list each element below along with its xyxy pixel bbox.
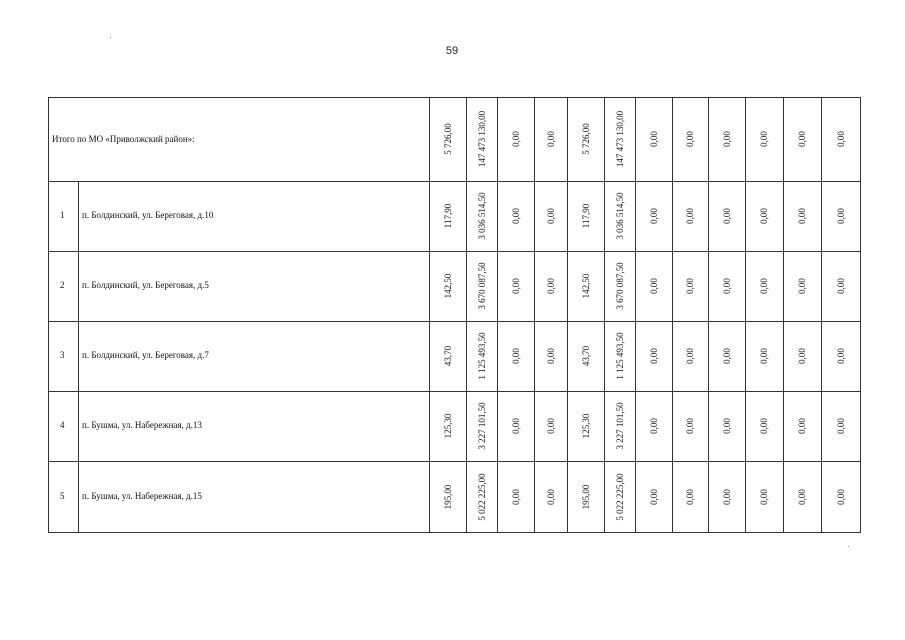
value-cell: 0,00 [721,418,732,434]
value-cell: 0,00 [836,208,846,224]
value-cell: 0,00 [836,131,846,147]
col-border [497,97,498,532]
value-cell: 0,00 [510,278,521,294]
row-border [48,181,861,182]
value-cell: 0,00 [545,418,556,434]
value-cell: 0,00 [545,208,556,224]
value-cell: 0,00 [759,278,769,294]
value-cell: 0,00 [836,348,846,364]
value-cell: 0,00 [721,348,732,364]
value-cell: 43,70 [442,345,453,367]
value-cell: 0,00 [797,278,807,294]
row-number: 4 [60,420,65,430]
col-border [635,97,636,532]
value-cell: 3 670 087,50 [614,262,625,310]
col-border [708,97,709,532]
value-cell: 5 022 225,00 [476,472,487,521]
value-cell: 0,00 [685,348,695,364]
table-border-left [48,97,49,532]
row-address: п. Болдинский, ул. Береговая, д.7 [82,350,209,360]
col-border [466,97,467,532]
row-border [48,391,861,392]
value-cell: 195,00 [580,484,591,509]
row-number: 1 [60,210,65,220]
value-cell: 142,50 [580,273,591,299]
value-cell: 117,90 [442,203,453,229]
value-cell: 0,00 [545,348,556,364]
value-cell: 147 473 130,00 [614,110,625,168]
value-cell: 0,00 [545,131,556,147]
row-border [48,461,861,462]
value-cell: 3 227 101,50 [614,402,625,450]
row-address: п. Бушма, ул. Набережная, д.15 [82,490,202,501]
value-cell: 43,70 [580,345,591,367]
col-border [429,97,430,532]
page-number: 59 [445,45,459,57]
value-cell: 0,00 [797,488,807,505]
value-cell: 5 726,00 [442,123,453,155]
row-address: п. Бушма, ул. Набережная, д.13 [82,420,202,430]
value-cell: 117,90 [580,203,591,229]
value-cell: 0,00 [648,488,659,505]
value-cell: 125,30 [580,413,591,439]
col-border [78,181,79,532]
value-cell: 0,00 [545,488,556,505]
row-number: 3 [60,350,65,360]
value-cell: 0,00 [836,418,846,434]
value-cell: 0,00 [836,488,846,505]
value-cell: 0,00 [510,348,521,364]
value-cell: 0,00 [759,208,769,224]
value-cell: 3 670 087,50 [476,262,487,310]
value-cell: 0,00 [797,208,807,224]
value-cell: 0,00 [721,488,732,505]
value-cell: 142,50 [442,273,453,299]
value-cell: 0,00 [648,418,659,434]
row-number: 2 [60,280,65,290]
col-border [821,97,822,532]
col-border [745,97,746,532]
value-cell: 3 036 514,50 [476,192,487,240]
value-cell: 0,00 [797,131,807,147]
value-cell: 0,00 [648,208,659,224]
row-address: п. Болдинский, ул. Береговая, д.5 [82,280,209,290]
value-cell: 3 036 514,50 [614,192,625,240]
value-cell: 0,00 [759,418,769,434]
value-cell: 0,00 [721,278,732,294]
col-border [534,97,535,532]
row-number: 5 [60,490,65,501]
value-cell: 3 227 101,50 [476,402,487,450]
value-cell: 0,00 [510,488,521,505]
value-cell: 0,00 [759,131,769,147]
value-cell: 5 726,00 [580,123,591,155]
col-border [567,97,568,532]
value-cell: 0,00 [797,348,807,364]
value-cell: 0,00 [510,131,521,147]
scan-speck [848,546,849,547]
value-cell: 0,00 [685,418,695,434]
total-row-label: Итого по МО «Приволжский район»: [52,134,195,144]
value-cell: 5 022 225,00 [614,472,625,521]
value-cell: 125,30 [442,413,453,439]
value-cell: 0,00 [510,418,521,434]
col-border [672,97,673,532]
value-cell: 0,00 [836,278,846,294]
table-border-right [860,97,861,532]
value-cell: 0,00 [648,278,659,294]
value-cell: 147 473 130,00 [476,110,487,168]
value-cell: 0,00 [759,488,769,505]
value-cell: 0,00 [721,131,732,147]
value-cell: 0,00 [545,278,556,294]
value-cell: 0,00 [648,348,659,364]
row-border [48,251,861,252]
row-border [48,321,861,322]
value-cell: 0,00 [685,488,695,505]
value-cell: 0,00 [685,208,695,224]
value-cell: 0,00 [797,418,807,434]
value-cell: 0,00 [759,348,769,364]
value-cell: 0,00 [685,131,695,147]
value-cell: 0,00 [648,131,659,147]
row-address: п. Болдинский, ул. Береговая, д.10 [82,210,214,220]
scan-speck [110,37,111,38]
row-border [48,532,861,533]
value-cell: 0,00 [510,208,521,224]
value-cell: 195,00 [442,484,453,509]
row-border [48,97,861,98]
value-cell: 1 125 493,50 [614,332,625,380]
col-border [783,97,784,532]
value-cell: 0,00 [685,278,695,294]
data-table [48,97,861,532]
value-cell: 1 125 493,50 [476,332,487,380]
value-cell: 0,00 [721,208,732,224]
col-border [604,97,605,532]
